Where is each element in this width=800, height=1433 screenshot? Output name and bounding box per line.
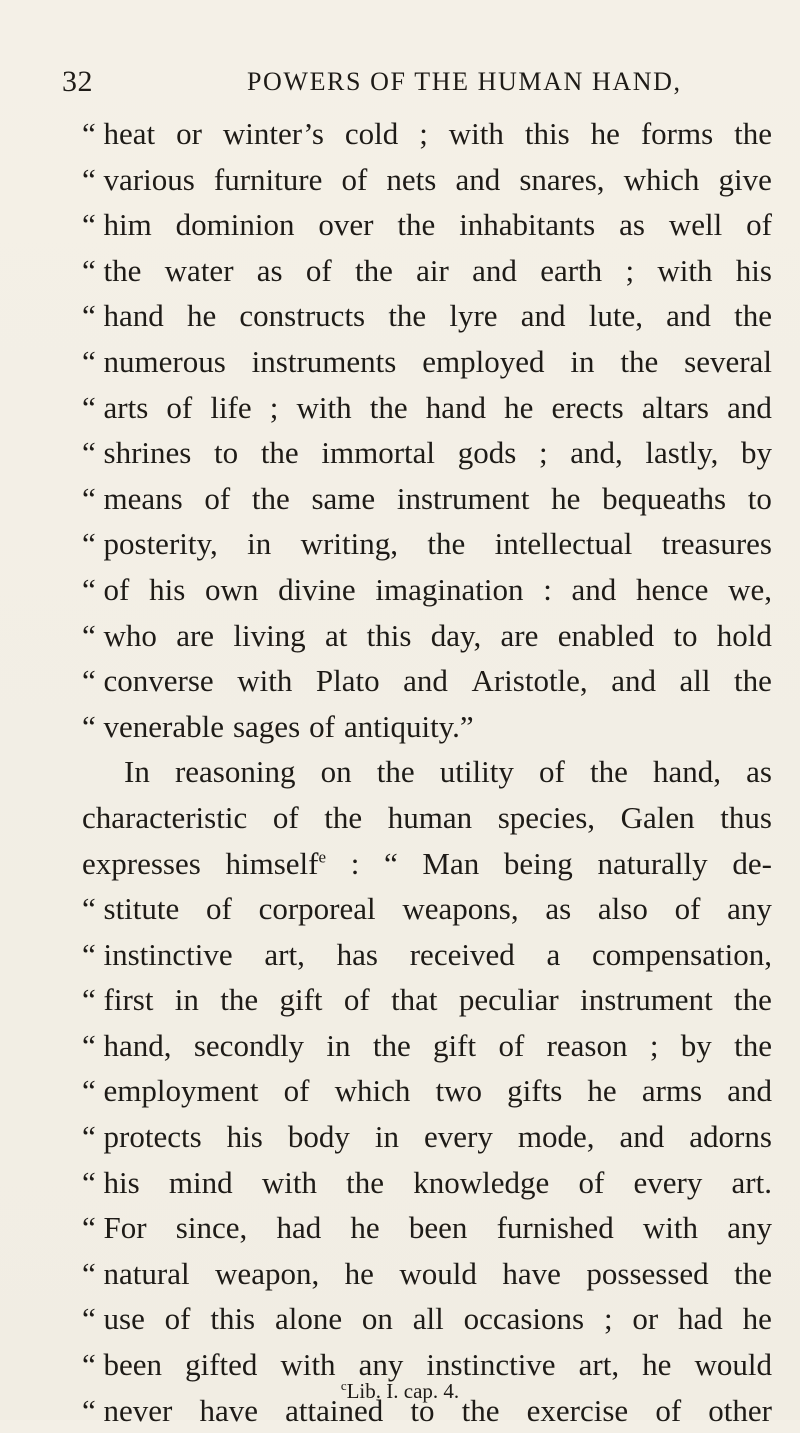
word: as — [619, 207, 645, 243]
word: sages — [232, 708, 301, 744]
word: art, — [578, 1347, 620, 1383]
word: attained — [285, 1392, 384, 1428]
word: has — [336, 936, 378, 972]
word: “ who — [82, 617, 157, 653]
word: as — [545, 891, 572, 927]
word: possessed — [586, 1255, 709, 1291]
word: furnished — [496, 1210, 614, 1246]
word: of — [206, 891, 232, 927]
word: cold — [344, 116, 399, 151]
word: altars — [641, 389, 709, 425]
word: the — [427, 526, 466, 562]
word: hold — [716, 617, 772, 653]
text-line — [82, 613, 772, 659]
word: weapon, — [215, 1255, 320, 1291]
word: to — [410, 1392, 435, 1428]
word: water — [164, 252, 234, 288]
word: “ first — [82, 982, 154, 1018]
word: the — [734, 1255, 772, 1291]
word: all — [679, 663, 711, 699]
word: of — [164, 1301, 191, 1337]
word: and — [611, 663, 656, 699]
word: “ hand, — [82, 1027, 172, 1063]
word: gifts — [507, 1073, 563, 1109]
word: on — [361, 1301, 393, 1337]
word: living — [233, 617, 306, 653]
word: and — [727, 1073, 772, 1109]
word: any — [358, 1347, 404, 1383]
text-line — [82, 339, 772, 385]
text-line — [82, 932, 772, 978]
word: secondly — [193, 1027, 305, 1063]
word: day, — [430, 617, 482, 653]
word: “ For — [82, 1210, 147, 1246]
word: intellectual — [494, 526, 633, 562]
word: forms — [640, 116, 714, 151]
word: have — [199, 1392, 259, 1428]
word: the — [388, 298, 427, 334]
text-line — [82, 1205, 772, 1251]
word: on — [320, 754, 352, 790]
word: the — [372, 1027, 411, 1063]
word: compensation, — [592, 936, 772, 972]
word: ; — [538, 435, 548, 471]
word: the — [461, 1392, 500, 1428]
word: gift — [433, 1027, 477, 1063]
word: by — [741, 435, 772, 471]
word: of — [655, 1392, 682, 1428]
word: as — [256, 252, 283, 288]
word: that — [391, 982, 438, 1018]
word: “ posterity, — [82, 526, 218, 562]
footnote-marker: c — [340, 1378, 347, 1393]
word: in — [374, 1119, 399, 1155]
word: he — [504, 389, 534, 425]
word: with — [280, 1347, 336, 1383]
word: the — [220, 982, 259, 1018]
word: this — [524, 116, 570, 151]
word: body — [287, 1119, 350, 1155]
word: and — [455, 161, 501, 197]
text-line — [82, 1160, 772, 1206]
text-line — [82, 795, 772, 841]
word: ; — [419, 116, 428, 151]
word: also — [597, 891, 648, 927]
word: the — [734, 116, 772, 151]
footnote-reference: e — [318, 847, 327, 867]
word: with — [448, 116, 504, 151]
word: imagination — [375, 571, 524, 607]
word: ; — [603, 1301, 613, 1337]
word: over — [318, 207, 374, 243]
word: the — [620, 343, 659, 379]
text-line — [82, 248, 772, 294]
word: he — [742, 1301, 772, 1337]
word: the — [734, 982, 772, 1018]
word: the — [376, 754, 415, 790]
word: well — [668, 207, 723, 243]
word: own — [205, 571, 259, 607]
word: he — [186, 298, 217, 334]
word: and — [666, 298, 711, 334]
text-line — [82, 658, 772, 704]
word: which — [623, 161, 700, 197]
word: with — [657, 252, 713, 288]
word: instrument — [580, 982, 713, 1018]
word: or — [632, 1301, 659, 1337]
word: and — [403, 663, 448, 699]
word: are — [500, 617, 539, 653]
word: furniture — [213, 161, 323, 197]
text-line — [82, 1296, 772, 1342]
word: instrument — [396, 480, 530, 516]
text-line — [82, 841, 772, 887]
word: of — [539, 754, 565, 790]
page-number: 32 — [62, 65, 93, 98]
word: “ shrines — [82, 435, 192, 471]
word: ; — [269, 389, 279, 425]
text-line — [82, 704, 772, 750]
word: alone — [274, 1301, 343, 1337]
word: or — [176, 116, 202, 151]
word: any — [727, 1210, 772, 1246]
word: every — [424, 1119, 493, 1155]
text-line — [82, 977, 772, 1023]
word: “ protects — [82, 1119, 202, 1155]
word: “ his — [82, 1164, 140, 1200]
word: de- — [732, 845, 772, 881]
word: hence — [636, 571, 709, 607]
word: immortal — [321, 435, 436, 471]
word: of — [305, 252, 332, 288]
word: the — [355, 252, 393, 288]
word: “ — [383, 845, 398, 881]
word: Plato — [315, 663, 380, 699]
text-line — [82, 886, 772, 932]
word: gifted — [185, 1347, 258, 1383]
word: would — [399, 1255, 477, 1291]
word: he — [344, 1255, 374, 1291]
word: expresses — [82, 845, 201, 881]
word: bequeaths — [602, 480, 727, 516]
word: a — [546, 936, 561, 972]
text-line — [82, 521, 772, 567]
word: in — [174, 982, 199, 1018]
word: we, — [728, 571, 772, 607]
text-line — [82, 111, 772, 157]
word: nets — [386, 161, 437, 197]
footnote-text: Lib. I. cap. 4. — [346, 1379, 460, 1403]
word: and — [520, 298, 566, 334]
word: divine — [278, 571, 356, 607]
word: “ arts — [82, 389, 149, 425]
footnote — [0, 1378, 800, 1404]
word: : — [543, 571, 552, 607]
word: of — [674, 891, 701, 927]
text-line — [82, 202, 772, 248]
word: mode, — [517, 1119, 595, 1155]
word: “ numerous — [82, 343, 226, 379]
word: In — [124, 754, 150, 790]
word: of — [746, 207, 772, 243]
word: “ heat — [82, 116, 156, 151]
word: ; — [649, 1027, 659, 1063]
word: in — [247, 526, 272, 562]
word: dominion — [175, 207, 295, 243]
word: “ use — [82, 1301, 145, 1337]
word: “ natural — [82, 1255, 190, 1291]
word: of — [343, 982, 370, 1018]
word: and, — [570, 435, 623, 471]
word: the — [734, 663, 772, 699]
word: and — [619, 1119, 665, 1155]
word: naturally — [597, 845, 708, 881]
word: been — [408, 1210, 468, 1246]
word: the — [589, 754, 628, 790]
word: any — [727, 891, 772, 927]
page-header — [62, 64, 762, 100]
word: by — [680, 1027, 712, 1063]
word: in — [326, 1027, 351, 1063]
word: constructs — [239, 298, 366, 334]
word: to — [214, 435, 239, 471]
word: reasoning — [174, 754, 296, 790]
word: this — [366, 617, 412, 653]
word: and — [472, 252, 517, 288]
word: the — [369, 389, 408, 425]
word: exercise — [526, 1392, 629, 1428]
word: with — [237, 663, 293, 699]
word: snares, — [519, 161, 605, 197]
word: the — [734, 298, 772, 334]
word: art, — [264, 936, 305, 972]
word: with — [296, 389, 352, 425]
word: characteristic — [82, 799, 248, 835]
word: the — [260, 435, 299, 471]
word: human — [387, 799, 473, 835]
word: Man — [422, 845, 480, 881]
word: “ venerable — [82, 708, 224, 744]
word: this — [210, 1301, 256, 1337]
word: “ the — [82, 252, 142, 288]
text-line — [82, 476, 772, 522]
word: employed — [422, 343, 545, 379]
word: all — [412, 1301, 444, 1337]
text-line — [82, 157, 772, 203]
word: other — [708, 1392, 772, 1428]
word: gift — [279, 982, 323, 1018]
word: winter’s — [222, 116, 324, 151]
word: arms — [641, 1073, 703, 1109]
word: art. — [731, 1164, 772, 1200]
word: earth — [540, 252, 603, 288]
word: to — [673, 617, 698, 653]
word: his — [149, 571, 186, 607]
word: weapons, — [402, 891, 519, 927]
body-text — [82, 111, 772, 1433]
word: treasures — [661, 526, 772, 562]
word: mind — [168, 1164, 233, 1200]
text-line — [82, 1251, 772, 1297]
word: writing, — [300, 526, 398, 562]
word: utility — [439, 754, 514, 790]
word: inhabitants — [459, 207, 596, 243]
word: of — [204, 480, 231, 516]
word: in — [570, 343, 595, 379]
word: the — [324, 799, 363, 835]
word: instruments — [251, 343, 397, 379]
word: gods — [457, 435, 517, 471]
word: “ means — [82, 480, 183, 516]
word: he — [551, 480, 581, 516]
word: of — [578, 1164, 605, 1200]
text-line — [82, 1023, 772, 1069]
word: had — [276, 1210, 322, 1246]
word: Aristotle, — [471, 663, 588, 699]
word: instinctive — [426, 1347, 556, 1383]
word: occasions — [463, 1301, 585, 1337]
word: reason — [546, 1027, 628, 1063]
word: life — [210, 389, 252, 425]
word: the — [251, 480, 290, 516]
word: lastly, — [645, 435, 719, 471]
word: received — [409, 936, 515, 972]
word: air — [416, 252, 449, 288]
word: since, — [175, 1210, 248, 1246]
word: knowledge — [413, 1164, 550, 1200]
text-line — [82, 1114, 772, 1160]
word: with — [642, 1210, 699, 1246]
word: “ employment — [82, 1073, 259, 1109]
text-line — [82, 749, 772, 795]
word: his — [735, 252, 772, 288]
word: lute, — [588, 298, 643, 334]
word: of — [166, 389, 193, 425]
word: “ never — [82, 1392, 173, 1428]
word: and — [727, 389, 772, 425]
word: hand — [425, 389, 486, 425]
word: peculiar — [458, 982, 559, 1018]
word: “ of — [82, 571, 130, 607]
word: of — [309, 708, 335, 744]
word: being — [503, 845, 573, 881]
word: : — [350, 845, 360, 881]
word: he — [350, 1210, 380, 1246]
word: he — [587, 1073, 617, 1109]
word: “ hand — [82, 298, 164, 334]
word: “ been — [82, 1347, 163, 1383]
word: several — [684, 343, 772, 379]
word: he — [642, 1347, 672, 1383]
word: have — [502, 1255, 561, 1291]
word: as — [746, 754, 772, 790]
text-line — [82, 293, 772, 339]
word: hand, — [653, 754, 722, 790]
word: antiquity.” — [343, 708, 474, 744]
word: adorns — [689, 1119, 772, 1155]
word: Galen — [620, 799, 695, 835]
text-line — [82, 567, 772, 613]
word: the — [397, 207, 436, 243]
word: give — [718, 161, 772, 197]
word: enabled — [557, 617, 655, 653]
word: “ various — [82, 161, 195, 197]
word: at — [324, 617, 348, 653]
running-head: POWERS OF THE HUMAN HAND, — [247, 67, 682, 96]
word: would — [694, 1347, 772, 1383]
word: species, — [497, 799, 596, 835]
word: two — [435, 1073, 482, 1109]
word: he — [590, 116, 620, 151]
word: his — [226, 1119, 263, 1155]
word: corporeal — [258, 891, 376, 927]
word: lyre — [449, 298, 498, 334]
word: of — [341, 161, 368, 197]
word: ; — [625, 252, 635, 288]
word: same — [311, 480, 376, 516]
word: “ converse — [82, 663, 214, 699]
word: thus — [720, 799, 772, 835]
word: himself$^e$ — [225, 845, 327, 881]
word: every — [633, 1164, 703, 1200]
word: “ instinctive — [82, 936, 233, 972]
text-line — [82, 385, 772, 431]
word: “ him — [82, 207, 152, 243]
word: had — [678, 1301, 723, 1337]
word: with — [261, 1164, 317, 1200]
word: erects — [551, 389, 624, 425]
word: of — [272, 799, 299, 835]
word: “ stitute — [82, 891, 180, 927]
text-line — [82, 1068, 772, 1114]
text-line — [82, 430, 772, 476]
word: of — [498, 1027, 525, 1063]
word: and — [571, 571, 617, 607]
word: the — [734, 1027, 772, 1063]
word: to — [747, 480, 772, 516]
word: the — [346, 1164, 385, 1200]
word: are — [176, 617, 215, 653]
word: which — [334, 1073, 411, 1109]
word: of — [283, 1073, 310, 1109]
